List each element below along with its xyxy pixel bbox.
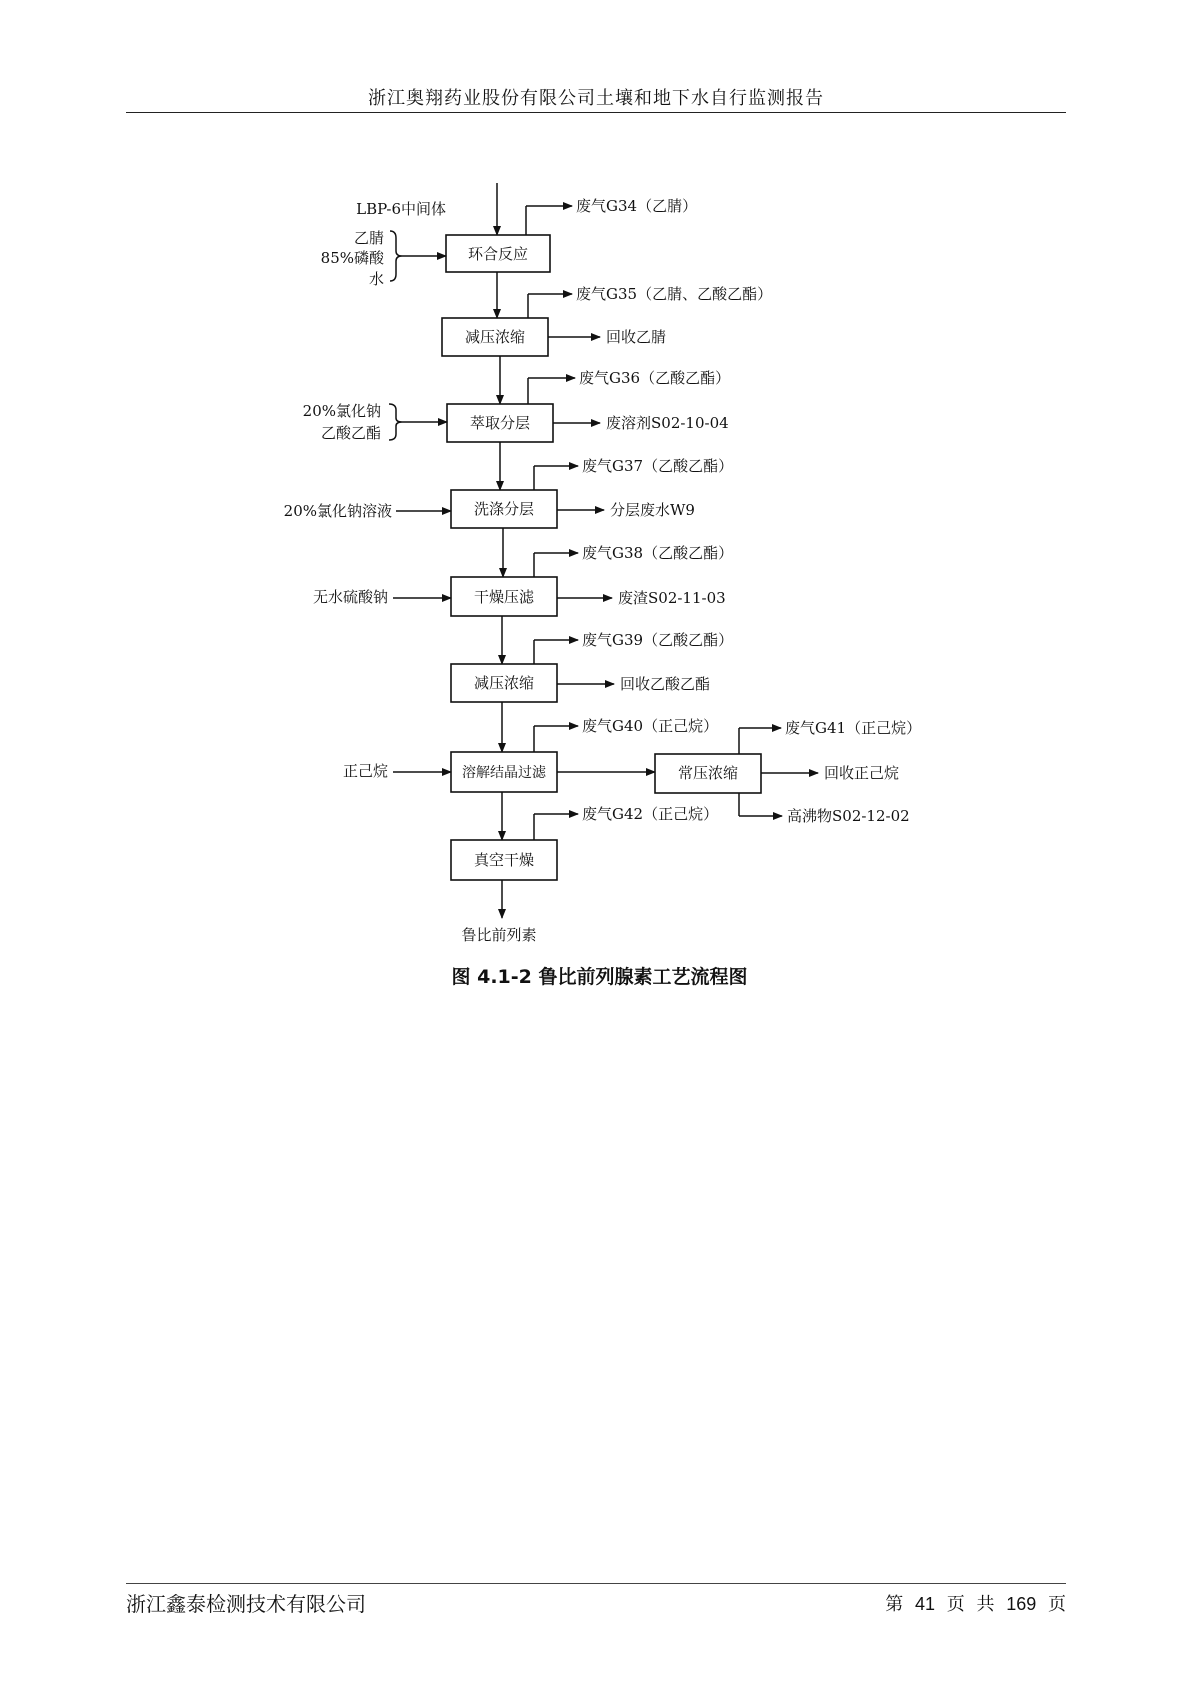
page-prefix: 第 [885,1594,904,1615]
input-sodium-sulfate: 无水硫酸钠 [312,588,388,606]
input-ethyl-acetate: 乙酸乙酯 [320,424,381,442]
input-brace-3 [389,404,402,440]
output-high-boilers: 高沸物S02-12-02 [787,807,910,825]
step-label-vacuum-concentration-2: 减压浓缩 [473,674,535,692]
input-hexane: 正己烷 [342,762,388,780]
document-header: 浙江奥翔药业股份有限公司土壤和地下水自行监测报告 [368,88,824,109]
output-waste-residue: 废渣S02-11-03 [618,589,726,607]
figure-caption: 图 4.1-2 鲁比前列腺素工艺流程图 [451,966,748,988]
step-label-vacuum-drying: 真空干燥 [473,851,535,869]
step-label-vacuum-concentration-1: 减压浓缩 [464,328,526,346]
page-total: 169 [1006,1594,1037,1614]
gas-label-g40: 废气G40（正己烷） [582,717,719,735]
input-water: 水 [368,270,384,288]
gas-label-g36: 废气G36（乙酸乙酯） [579,369,731,387]
gas-label-g38: 废气G38（乙酸乙酯） [582,544,734,562]
footer-divider [126,1583,1066,1584]
input-nacl-20: 20%氯化钠 [302,402,381,420]
step-label-crystallization: 溶解结晶过滤 [462,765,546,781]
gas-label-g35: 废气G35（乙腈、乙酸乙酯） [576,285,773,303]
start-material-label: LBP-6中间体 [356,200,446,218]
step-label-atmospheric-concentration: 常压浓缩 [677,764,739,782]
input-acetonitrile: 乙腈 [353,229,384,247]
gas-label-g41: 废气G41（正己烷） [785,719,922,737]
page-number [885,1590,1066,1616]
input-nacl-solution: 20%氯化钠溶液 [283,502,392,520]
step-label-cyclization: 环合反应 [467,245,529,263]
output-recovered-ethyl-acetate: 回收乙酸乙酯 [620,675,711,693]
gas-label-g42: 废气G42（正己烷） [582,805,719,823]
page-suffix: 页 [1048,1594,1066,1615]
input-phosphoric-acid: 85%磷酸 [320,249,384,267]
output-recovered-hexane: 回收正己烷 [824,764,900,782]
step-label-washing: 洗涤分层 [473,500,535,518]
output-waste-solvent: 废溶剂S02-10-04 [606,414,729,432]
page-current: 41 [914,1594,936,1614]
step-label-drying-filtration: 干燥压滤 [473,588,535,606]
step-label-extraction: 萃取分层 [469,414,531,432]
output-recovered-acetonitrile: 回收乙腈 [606,328,667,346]
output-wastewater-w9: 分层废水W9 [610,501,695,519]
gas-label-g34: 废气G34（乙腈） [576,197,698,215]
final-product-label: 鲁比前列素 [461,926,537,944]
page-mid: 页 共 [946,1594,995,1615]
footer-company: 浙江鑫泰检测技术有限公司 [126,1592,366,1616]
input-brace-1 [390,231,402,281]
gas-label-g37: 废气G37（乙酸乙酯） [582,457,734,475]
gas-label-g39: 废气G39（乙酸乙酯） [582,631,734,649]
